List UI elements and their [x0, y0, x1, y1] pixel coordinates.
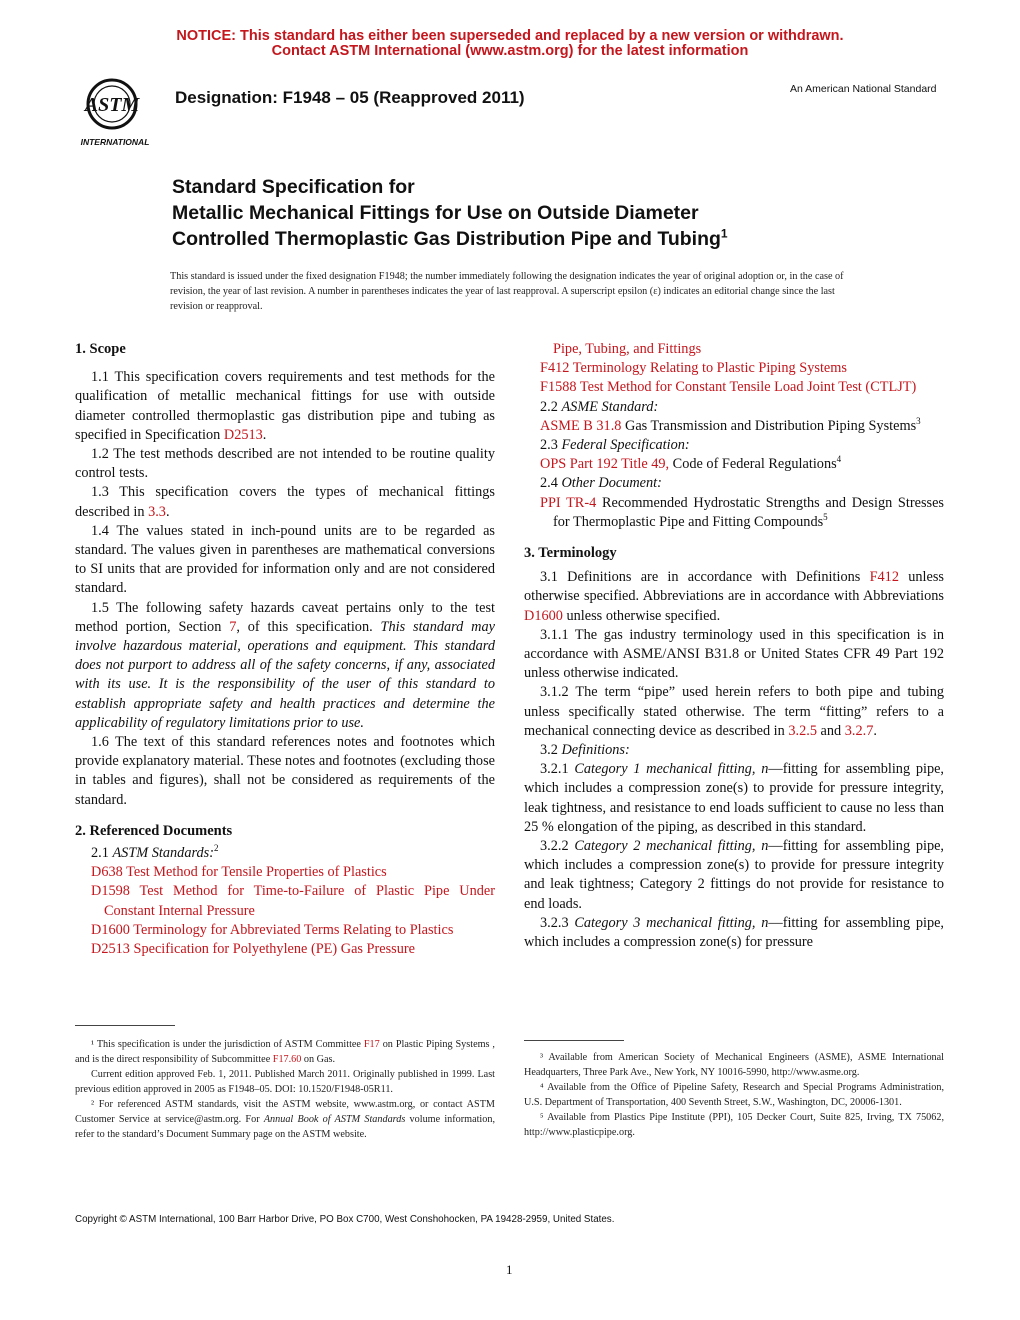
- section-heading-terminology: 3. Terminology: [524, 545, 617, 562]
- link-f1588[interactable]: F1588: [540, 379, 577, 396]
- link-3-3[interactable]: 3.3: [148, 503, 166, 520]
- link-3-2-7[interactable]: 3.2.7: [844, 722, 874, 739]
- page-number: 1: [506, 1262, 513, 1277]
- paragraph-3-1: 3.1 Definitions are in accordance with Definitions F412 unless otherwise specified. Abbreviations are in accordance with Abbreviations D1600 unless otherwise specified.: [524, 569, 944, 624]
- logo-text: ASTM: [84, 94, 140, 116]
- footnote-1-edition: Current edition approved Feb. 1, 2011. Published March 2011. Originally published in 1999. Last previous edition approved in 2005 as F1948–05. DOI: 10.1520/F1948-05R11.: [75, 1069, 495, 1095]
- link-d638[interactable]: D638: [91, 864, 123, 881]
- footnote-2: ² For referenced ASTM standards, visit the ASTM website, www.astm.org, or contact ASTM Customer Service at service@astm.org. For Annual Book of ASTM Standards volume information, refer to the standard’s Document Summary page on the ASTM website.: [75, 1099, 495, 1140]
- link-section-7[interactable]: 7: [229, 618, 237, 635]
- link-d2513-ref[interactable]: D2513: [91, 941, 130, 958]
- title-line-3: Controlled Thermoplastic Gas Distribution Pipe and Tubing$^1$: [172, 226, 728, 250]
- footnotes-left: [75, 1037, 495, 1142]
- section-heading-scope: 1. Scope: [75, 341, 126, 357]
- copyright-notice: Copyright © ASTM International, 100 Barr Harbor Drive, PO Box C700, West Conshohocken, PA 19428-2959, United States.: [75, 1214, 615, 1225]
- national-standard-label: An American National Standard: [790, 83, 937, 95]
- ref-f412: F412 Terminology Relating to Plastic Piping Systems: [540, 360, 847, 377]
- link-f17-60[interactable]: F17.60: [272, 1054, 302, 1065]
- astm-logo: [72, 74, 164, 154]
- paragraph-1-3: 1.3 This specification covers the types of mechanical fittings described in 3.3.: [75, 484, 495, 520]
- footnotes-right: [524, 1050, 944, 1140]
- notice-line-1: NOTICE: This standard has either been superseded and replaced by a new version or withdrawn.: [176, 28, 844, 44]
- federal-spec-label: 2.3 Federal Specification:: [540, 437, 690, 454]
- link-f412[interactable]: F412: [540, 360, 570, 377]
- footnote-rule-right: [524, 1040, 624, 1041]
- paragraph-3-1-2: 3.1.2 The term “pipe” used herein refers to both pipe and tubing unless specifically stated otherwise. The term “fitting” refers to a mechanical connecting device as described in 3.2.5 and 3.2.7.: [524, 684, 944, 739]
- paragraph-3-2: 3.2 Definitions:: [540, 742, 630, 759]
- paragraph-3-2-3: 3.2.3 Category 3 mechanical fitting, n—fitting for assembling pipe, which includes a compression zone(s) for pressure: [524, 914, 945, 951]
- link-d2513[interactable]: D2513: [223, 426, 263, 443]
- paragraph-3-2-1: 3.2.1 Category 1 mechanical fitting, n—fitting for assembling pipe, which includes a compression zone(s) to provide for pressure integrity, leak tightness, and resistance to end loads sufficient to cause no less than 25 % elongation of the piping, as described in this standard.: [524, 761, 945, 835]
- ref-d2513-continued: Pipe, Tubing, and Fittings: [553, 341, 702, 357]
- left-column: [75, 340, 495, 959]
- link-d1600[interactable]: D1600: [91, 921, 130, 938]
- link-f17[interactable]: F17: [363, 1039, 380, 1050]
- designation: Designation: F1948 – 05 (Reapproved 2011): [175, 88, 525, 107]
- footnote-rule-left: [75, 1025, 175, 1026]
- footnote-4: ⁴ Available from the Office of Pipeline Safety, Research and Special Programs Administration, U.S. Department of Transportation, 400 Seventh Street, S.W., Washington, DC, 20006-1301.: [524, 1082, 944, 1108]
- document-title: [172, 174, 932, 252]
- footnote-1: ¹ This specification is under the jurisdiction of ASTM Committee F17 on Plastic Piping Systems , and is the direct responsibility of Subcommittee F17.60 on Gas.: [75, 1039, 495, 1065]
- right-column: [524, 340, 944, 952]
- link-ppi-tr-4[interactable]: PPI TR-4: [540, 494, 597, 511]
- paragraph-3-1-1: 3.1.1 The gas industry terminology used in this specification is in accordance with ASME/ANSI B31.8 or United States CFR 49 Part 192 unless otherwise indicated.: [524, 626, 944, 682]
- title-line-2: Metallic Mechanical Fittings for Use on Outside Diameter: [172, 202, 699, 224]
- ref-ops-part-192: OPS Part 192 Title 49, Code of Federal Regulations$^4$: [540, 454, 842, 473]
- astm-standards-label: 2.1 ASTM Standards:$^2$: [91, 843, 219, 862]
- paragraph-3-2-2: 3.2.2 Category 2 mechanical fitting, n—fitting for assembling pipe, which includes a compression zone(s) to provide for pressure integrity and leak tightness; Category 2 fittings do not provide for resistance to end loads.: [524, 838, 945, 912]
- ref-f1588: F1588 Test Method for Constant Tensile Load Joint Test (CTLJT): [540, 379, 917, 396]
- ref-d638: D638 Test Method for Tensile Properties of Plastics: [91, 864, 387, 881]
- title-line-1: Standard Specification for: [172, 176, 415, 198]
- link-d1600-abbr[interactable]: D1600: [524, 607, 563, 624]
- other-document-label: 2.4 Other Document:: [540, 475, 662, 492]
- link-3-2-5[interactable]: 3.2.5: [788, 722, 817, 739]
- paragraph-1-5: 1.5 The following safety hazards caveat pertains only to the test method portion, Section 7, of this specification. This standard may involve hazardous material, operations and equipment. This standard does not purport to address all of the safety concerns, if any, associated with its use. It is the responsibility of the user of this standard to establish appropriate safety and health practices and determine the applicability of regulatory limitations prior to use.: [75, 599, 495, 731]
- ref-ppi-tr-4: PPI TR-4 Recommended Hydrostatic Strengths and Design Stresses for Thermoplastic Pipe and Fitting Compounds$^5$: [540, 494, 944, 530]
- ref-d1598: D1598 Test Method for Time-to-Failure of Plastic Pipe Under Constant Internal Pressure: [91, 883, 495, 919]
- logo-sub: INTERNATIONAL: [80, 137, 150, 147]
- ref-d1600: D1600 Terminology for Abbreviated Terms Relating to Plastics: [91, 921, 454, 938]
- paragraph-1-2: 1.2 The test methods described are not intended to be routine quality control tests.: [75, 446, 495, 482]
- ref-asme-b31-8: ASME B 31.8 Gas Transmission and Distribution Piping Systems$^3$: [540, 416, 921, 434]
- link-ops-part-192[interactable]: OPS Part 192 Title 49,: [540, 456, 670, 473]
- issue-note: This standard is issued under the fixed designation F1948; the number immediately following the designation indicates the year of original adoption or, in the case of revision, the year of last revision. A number in parentheses indicates the year of last reapproval. A superscript epsilon (ε) indicates an editorial change since the last revision or reapproval.: [170, 271, 844, 312]
- paragraph-1-4: 1.4 The values stated in inch-pound units are to be regarded as standard. The values given in parentheses are mathematical conversions to SI units that are provided for information only and are not considered standard.: [75, 522, 495, 597]
- section-heading-referenced-documents: 2. Referenced Documents: [75, 822, 233, 839]
- footnote-5: ⁵ Available from Plastics Pipe Institute (PPI), 105 Decker Court, Suite 825, Irving, TX 75062, http://www.plasticpipe.org.: [524, 1112, 944, 1138]
- link-asme-b31-8[interactable]: ASME B 31.8: [540, 417, 622, 434]
- footnote-3: ³ Available from American Society of Mechanical Engineers (ASME), ASME International Headquarters, Three Park Ave., New York, NY 10016-5990, http://www.asme.org.: [524, 1052, 944, 1078]
- notice-line-2: Contact ASTM International (www.astm.org) for the latest information: [271, 43, 749, 59]
- ref-d2513: D2513 Specification for Polyethylene (PE) Gas Pressure: [91, 941, 415, 958]
- link-d1598[interactable]: D1598: [91, 883, 130, 900]
- paragraph-1-1: 1.1 This specification covers requirements and test methods for the qualification of metallic mechanical fittings for use with outside diameter controlled thermoplastic gas distribution pipe and tubing as specified in Specification D2513.: [75, 369, 495, 443]
- paragraph-1-6: 1.6 The text of this standard references notes and footnotes which provide explanatory material. These notes and footnotes (excluding those in tables and figures), shall not be considered as requirements of the standard.: [75, 734, 495, 808]
- link-f412-def[interactable]: F412: [869, 569, 899, 586]
- asme-standard-label: 2.2 ASME Standard:: [540, 398, 659, 415]
